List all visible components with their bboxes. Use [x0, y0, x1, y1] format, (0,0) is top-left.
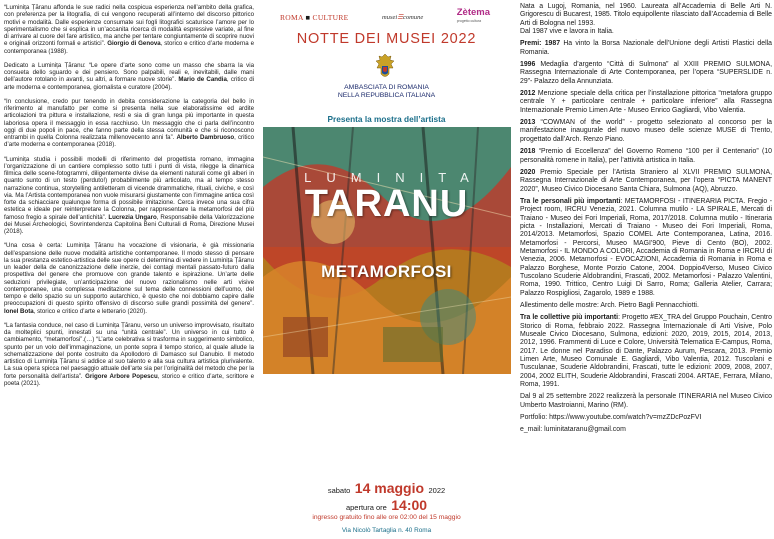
award-item: 2013 “COWMAN of the world” - progetto selezionato al concorso per la manifestazione inaugurale del nuovo museo delle scienze MUSE di Trento, progettato dall’Arch. Renzo Piano. — [520, 119, 772, 143]
zetema-logo: Zètema progetto cultura — [456, 7, 490, 23]
portfolio-line: Portfolio: https://www.youtube.com/watch?v=mzZDcPozFVI — [520, 414, 702, 422]
quote-author: Lucrezia Ungaro — [108, 213, 157, 221]
quote-author: Grigore Arbore Popescu — [85, 372, 158, 380]
award-item: 2020 Premio Speciale per l’Artista Straniero al XLVII PREMIO SULMONA, Rassegna Internazionale di Arte Contemporanea, per l’opera “PICTA MANENT 2020”, Museo Civico Diocesano Santa Chiara, Sulmona (AQ), Abruzzo. — [520, 168, 772, 193]
roma-culture-logo: ROMA ■ CULTURE — [280, 12, 349, 22]
musei-comune-logo: musei☰comune — [382, 14, 424, 21]
quote-author: Ionel Bota — [4, 307, 34, 315]
email-line: e_mail: luminitataranu@gmail.com — [520, 426, 626, 434]
award-item: 1996 Medaglia d’argento “Città di Sulmona” al XXIII PREMIO SULMONA, Rassegna Internazionale di Arte Contemporanea, per l’opera “SUPERSLIDE n. 29”- Palazzo della Annunziata. — [520, 61, 772, 85]
upcoming-exhibition: Dal 9 al 25 settembre 2022 realizzerà la personale ITINERARIA nel Museo Civico Umberto Mastroianni, Marino (RM). — [520, 393, 772, 409]
quote-author: Giorgio di Genova — [107, 40, 161, 48]
group-exhibitions: Tra le collettive più importanti: Progetto #EX_TRA del Gruppo Pouchain, Centro Storico di Roma, febbraio 2022. Rassegna Internazionale di Arti Visive, Polo Museale Civico Diocesano, Sulmona, edizioni: 2020, 2019, 2015, 2014, 2013, 2012, 1996. Frammenti di Luce e Colore, Università Telematica E-Campus, Roma, 2017. Le donne nel Paradiso di Dante, Palazzo Aurum, Pescara, 2013. Premio Limen Arte, Museo Comunale E. Gagliardi, Vibo Valentia, 2012. Tuscolani e Tusculanae, Scuderie Aldobrandini, Frascati, tutte le edizioni: 2009, 2008, 2007, 2004, 2002 ELITH, Scuderie Aldobrandini, Frascati 2004. ARTAE, Ferrara, Milano, Roma, 1991. — [520, 314, 772, 389]
event-date: sabato 14 maggio 2022 — [327, 480, 446, 496]
sponsor-logos — [280, 8, 490, 26]
artwork-image — [263, 127, 511, 374]
exhibition-title: METAMORFOSI — [321, 262, 452, 281]
artist-first-name: LUMINITA — [304, 170, 484, 185]
quote-3: “In conclusione, credo pur tenendo in debita considerazione la categoria del bello in riferimento al manufatto per come si presenta nella sue elaboratissime ed ardite articolazioni tra pittura e installazione, resti e sia di gran lunga più importante in questa laboriosa opera il messaggio in essa racchiuso. Un messaggio che ci parla dell’incontro oggi di due popoli in pace, che fanno parte della stessa comunità e che si riconoscono entrambi in quella Colonna realizzata millenovecento anni fa”. Alberto Dambruoso, critico d’arte moderna e contemporanea (2018). — [4, 97, 254, 149]
award-item: 2018 “Premio di Eccellenza” del Governo Romeno “100 per il Centenario” (10 personalità romene in Italia), per l’attività artistica in Italia. — [520, 148, 772, 164]
quote-4: “Luminița studia i possibili modelli di riferimento del progettista romano, immagina l’organizzazione di un cantiere complesso sotto tutti i punti di vista, rilegge la dinamica filmica delle scene-fotogrammi, diligentemente divise da elementi naturali come gli alberi in quanto sunto di un testo (perduto!) probabilmente più articolato, ma al tempo stesso narrazione continua, storytelling antiletteram di vicende drammatiche, rituali, civiche, e così via. Ma l’Artista contemporanea non vuole misurarsi giustamente con l’immagine antica così forte da schiacciare qualunque forma di possibile imitazione. Cerca invece una sua cifra estetica e ideale per reinterpretare la Colonna, per rappresentare la metamorfosi del più famoso fregio a spirale dell’antichità”. Lucrezia Ungaro, Responsabile della Valorizzazione dei Musei Archeologici, Sovrintendenza Capitolina Beni Culturali di Roma, Direzione Musei (2018). — [4, 155, 254, 235]
entry-info: ingresso gratuito fino alle ore 02:00 del 15 maggio — [312, 514, 461, 521]
presents-line: Presenta la mostra dell’artista — [327, 114, 446, 124]
quote-5: “Una cosa è certa: Luminița Țăranu ha vocazione di visionaria, è già missionaria dell’espansione delle nuove modalità artistiche contemporanee. Il modo stesso di pensare la sua prestanza estetico-artistica delle sue opere ci determina di vedere in Luminița Țăranu un leader della de canonizzazione delle inerzie, dei contagi mentali passato-futuro dalla prospettiva del genere che promuove con grande talento e ispirazione. Un’arte delle seduzioni privilegiate, un’anticipazione del nuovo razionalismo nelle arti visive contemporanee, una complessa meditazione sul tema delle connessioni dell’uomo, del tempo e dello spazio su un supporto autarchico, è questo che noi dobbiamo capire dalle preoccupazioni di questo spirito offensivo di discorso sulle grandi possimità del genere”. Ionel Bota, storico e critico d’arte e letterario (2020). — [4, 242, 254, 315]
opening-time: apertura ore 14:00 — [345, 497, 428, 513]
quote-author: Alberto Dambruoso — [176, 134, 235, 141]
event-title: NOTTE DEI MUSEI 2022 — [296, 31, 477, 47]
quote-author: Mario de Candia — [178, 76, 227, 84]
award-item: 2012 Menzione speciale della critica per l’installazione pittorica “metafora gruppo centrale Y + particolare centrale + particolare inferiore” alla Rassegna Internazionale Premio Limen Arte - Museo Enrico Gagliardi, Vibo Valentia. — [520, 90, 772, 114]
email-link[interactable]: luminitataranu@gmail.com — [544, 426, 626, 434]
quote-1: “Luminița Țăranu affonda le sue radici nella cospicua esperienza nell’ambito della grafica, con preferenza per la litografia, di cui vengono recuperati all’interno del discorso pittorico motivi e modalità. Dalle esperienze consumate sui fogli litografici scaturisce l’amore per lo sperimentalismo che si esplica in un’accanita ricerca di modalità espressive variate, al fine di arrivare al cuore del fare artistico, ma anche per tentare congiuntamente di scoprire nuovi e originali orizzonti formali e artistici”. Giorgio di Genova, storico e critico d’arte moderna e contemporanea (1988). — [4, 4, 254, 55]
biography-column — [520, 0, 772, 539]
venue-address: Via Nicolò Tartaglia n. 40 Roma — [341, 527, 432, 534]
staging-credit: Allestimento delle mostre: Arch. Pietro Bagli Pennacchiotti. — [520, 302, 699, 309]
solo-exhibitions: Tra le personali più importanti: METAMORFOSI - ITINERARIA PICTA. Fregio - Project room, IRCRU Venezia, 2021. Columna mutilo - LA SPIRALE, Mercati di Traiano - Museo dei Fori Imperiali, Roma, 2017/2018. Columna mutilo - Itineraria picta - Installazioni, Mercati di Traiano - Museo dei Fori Imperiali, Roma, 2014/2013. Metamorfosi, Spazio COMEL Arte Contemporanea, Latina, 2016. Metamorfosi - Percorsi, Museo MAGI’900, Pieve di Cento (BO), 2002. Metamorfosi - IL MONDO A COLORI, Accademia di Romania in Roma e IRCRU di Venezia, 2006. Metamorfosi - EVOCAZIONI, Accademia di Romania in Roma e Palazzo Borghese, Monte Porzio Catone, 2004. Doppio4Verso, Museo Civico Tuscolano Scuderie Aldobrandini, Frascati, 2002. Metamorfosi - Palazzo Valentini, Roma, 1990. Trittico, Centro Luigi Di Sarro, Roma; Galleria Atelier, Carrara; Palazzo Rospigliosi, Zagarolo, 1989 e 1988. — [520, 197, 772, 297]
portfolio-link[interactable]: https://www.youtube.com/watch?v=mzZDcPozFVI — [549, 414, 702, 422]
romania-crest-icon — [373, 52, 397, 82]
embassy-name: AMBASCIATA DI ROMANIA NELLA REPUBBLICA ITALIANA — [337, 84, 436, 100]
quotes-column — [4, 0, 254, 539]
bio-paragraph: Nata a Lugoj, Romania, nel 1960. Laureata all’Accademia di Belle Arti N. Grigorescu di Bucarest, 1985. Titolo equipollente rilasciato dall’Accademia di Belle Arti di Bologna nel 1993. Dal 1987 vive e lavora in Italia. — [520, 3, 772, 36]
award-item: Premi: 1987 Ha vinto la Borsa Nazionale dell’Unione degli Artisti Plastici della Romania. — [520, 40, 772, 56]
artist-last-name: TARANU — [304, 183, 469, 225]
poster — [258, 0, 515, 539]
quote-2: Dedicato a Luminița Țăranu: “Le opere d’arte sono come un masso che sbarra la via consueta dello sguardo e dei pensiero. Sono palpabili, reali e, inevitabili, dalle mani dell’autore rotolano in avanti, su altri, a formare nuove storie”. Mario de Candia, critico di arte moderna e contemporanea, giornalista e curatore (2004). — [4, 61, 254, 91]
quote-6: “La fantasia conduce, nel caso di Luminița Țăranu, verso un universo improvvisato, risultato da molteplici spunti, innestati su una “unità centrale”. Un universo in cui tutto è cambiamento, “metamorfosi”.(…) “L’arte celebrativa si trasforma in suggerimento simbolico, spunto per un volo dell’immaginazione, un ponte sopra il tempo storico, al quale allude la schematizzazione del ponte costruito da Apollodoro di Damasco sul Danubio. Il metodo artistico di Luminița Țăranu si addice al suo talento e alla sua cultura artistica plurivalente. La sua opera spicca nel paesaggio attuale dell’arte sia per l’originalità del metodo che per la forte personalità dell’artista”. Grigore Arbore Popescu, storico e critico d’arte, scrittore e poeta (2021). — [4, 321, 254, 387]
